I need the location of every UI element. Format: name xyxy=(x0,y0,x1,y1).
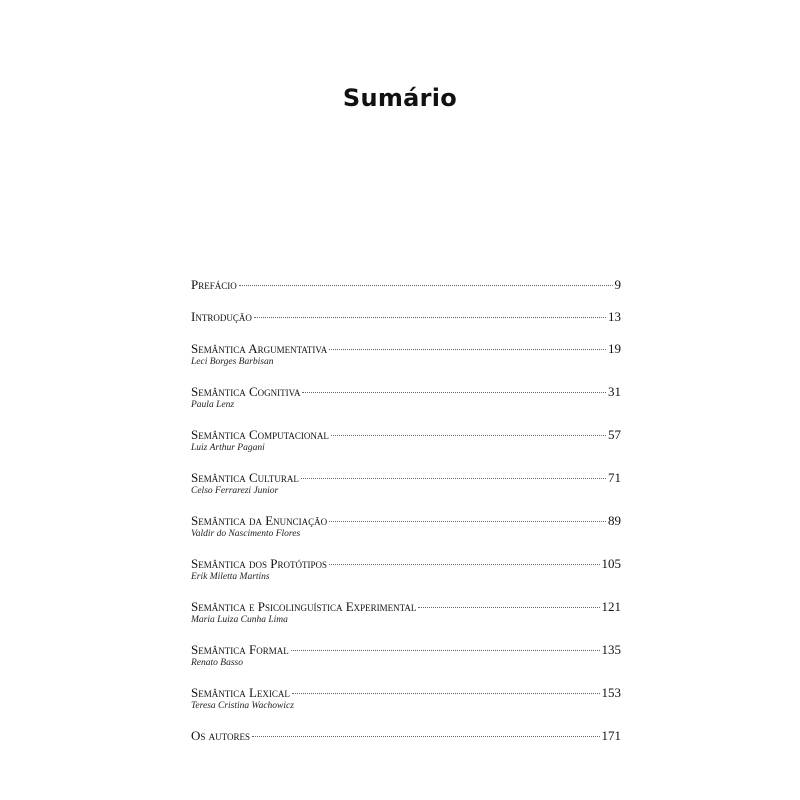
toc-entry-semantica-da-enunciacao xyxy=(191,513,621,540)
toc-entry-semantica-lexical xyxy=(191,685,621,712)
toc-line xyxy=(191,513,621,529)
dot-leader xyxy=(331,435,606,436)
toc-line xyxy=(191,599,621,615)
toc-line xyxy=(191,341,621,357)
toc-entry-author: Leci Borges Barbisan xyxy=(191,357,274,367)
toc-entry-title: Semântica e Psicolinguística Experimental xyxy=(191,599,417,614)
toc-entry-author: Erik Miletta Martins xyxy=(191,572,270,582)
toc-entry-title: Semântica Cognitiva xyxy=(191,384,301,399)
toc-page-number: 105 xyxy=(601,556,621,571)
toc-entry-author: Teresa Cristina Wachowicz xyxy=(191,701,294,711)
toc-page-number: 121 xyxy=(601,599,621,614)
toc-line xyxy=(191,277,621,293)
toc-entry-semantica-formal xyxy=(191,642,621,669)
toc-page-number: 19 xyxy=(608,341,621,356)
toc-entry-title: Semântica dos Protótipos xyxy=(191,556,327,571)
toc-entry-semantica-dos-prototipos xyxy=(191,556,621,583)
toc-line xyxy=(191,384,621,400)
toc-line xyxy=(191,309,621,325)
toc-entry-semantica-computacional xyxy=(191,427,621,454)
page-title: Sumário xyxy=(342,84,458,112)
toc-entry-title: Introdução xyxy=(191,309,252,324)
dot-leader xyxy=(329,521,606,522)
toc-entry-title: Semântica Lexical xyxy=(191,685,290,700)
toc-entry-title: Semântica Argumentativa xyxy=(191,341,328,356)
toc-entry-title: Prefácio xyxy=(191,277,237,292)
toc-entry-semantica-psicolinguistica xyxy=(191,599,621,626)
toc-line xyxy=(191,556,621,572)
toc-page-number: 89 xyxy=(608,513,621,528)
toc-entry-author: Luiz Arthur Pagani xyxy=(191,443,265,453)
toc-entry-author: Maria Luiza Cunha Lima xyxy=(191,615,288,625)
toc-entry-title: Semântica Formal xyxy=(191,642,289,657)
toc-page-number: 71 xyxy=(608,470,621,485)
toc-page-number: 171 xyxy=(601,728,621,743)
dot-leader xyxy=(329,564,600,565)
dot-leader xyxy=(329,349,606,350)
toc-entry-author: Celso Ferrarezi Junior xyxy=(191,486,279,496)
toc-entry-title: Os autores xyxy=(191,728,250,743)
toc-entry-introducao xyxy=(191,309,621,325)
dot-leader xyxy=(291,650,600,651)
toc-line xyxy=(191,642,621,658)
dot-leader xyxy=(302,392,606,393)
toc-line xyxy=(191,685,621,701)
toc-line xyxy=(191,728,621,744)
toc-entry-author: Renato Basso xyxy=(191,658,243,668)
dot-leader xyxy=(252,736,600,737)
toc-entry-os-autores xyxy=(191,728,621,744)
toc-entry-prefacio xyxy=(191,277,621,293)
toc-entry-title: Semântica da Enunciação xyxy=(191,513,328,528)
toc-page-number: 13 xyxy=(608,309,621,324)
toc-line xyxy=(191,470,621,486)
toc-page-number: 9 xyxy=(614,277,621,292)
dot-leader xyxy=(301,478,606,479)
dot-leader xyxy=(239,285,613,286)
toc-page-number: 153 xyxy=(601,685,621,700)
toc-entry-semantica-cultural xyxy=(191,470,621,497)
toc-entry-title: Semântica Computacional xyxy=(191,427,329,442)
toc-entry-author: Valdir do Nascimento Flores xyxy=(191,529,301,539)
toc-line xyxy=(191,427,621,443)
toc-entry-semantica-argumentativa xyxy=(191,341,621,368)
toc-page-number: 135 xyxy=(601,642,621,657)
toc-entry-semantica-cognitiva xyxy=(191,384,621,411)
dot-leader xyxy=(418,607,599,608)
dot-leader xyxy=(292,693,600,694)
toc-page-number: 31 xyxy=(608,384,621,399)
toc-page-number: 57 xyxy=(608,427,621,442)
toc-entry-author: Paula Lenz xyxy=(191,400,235,410)
table-of-contents xyxy=(191,277,621,760)
dot-leader xyxy=(254,317,606,318)
toc-entry-title: Semântica Cultural xyxy=(191,470,299,485)
